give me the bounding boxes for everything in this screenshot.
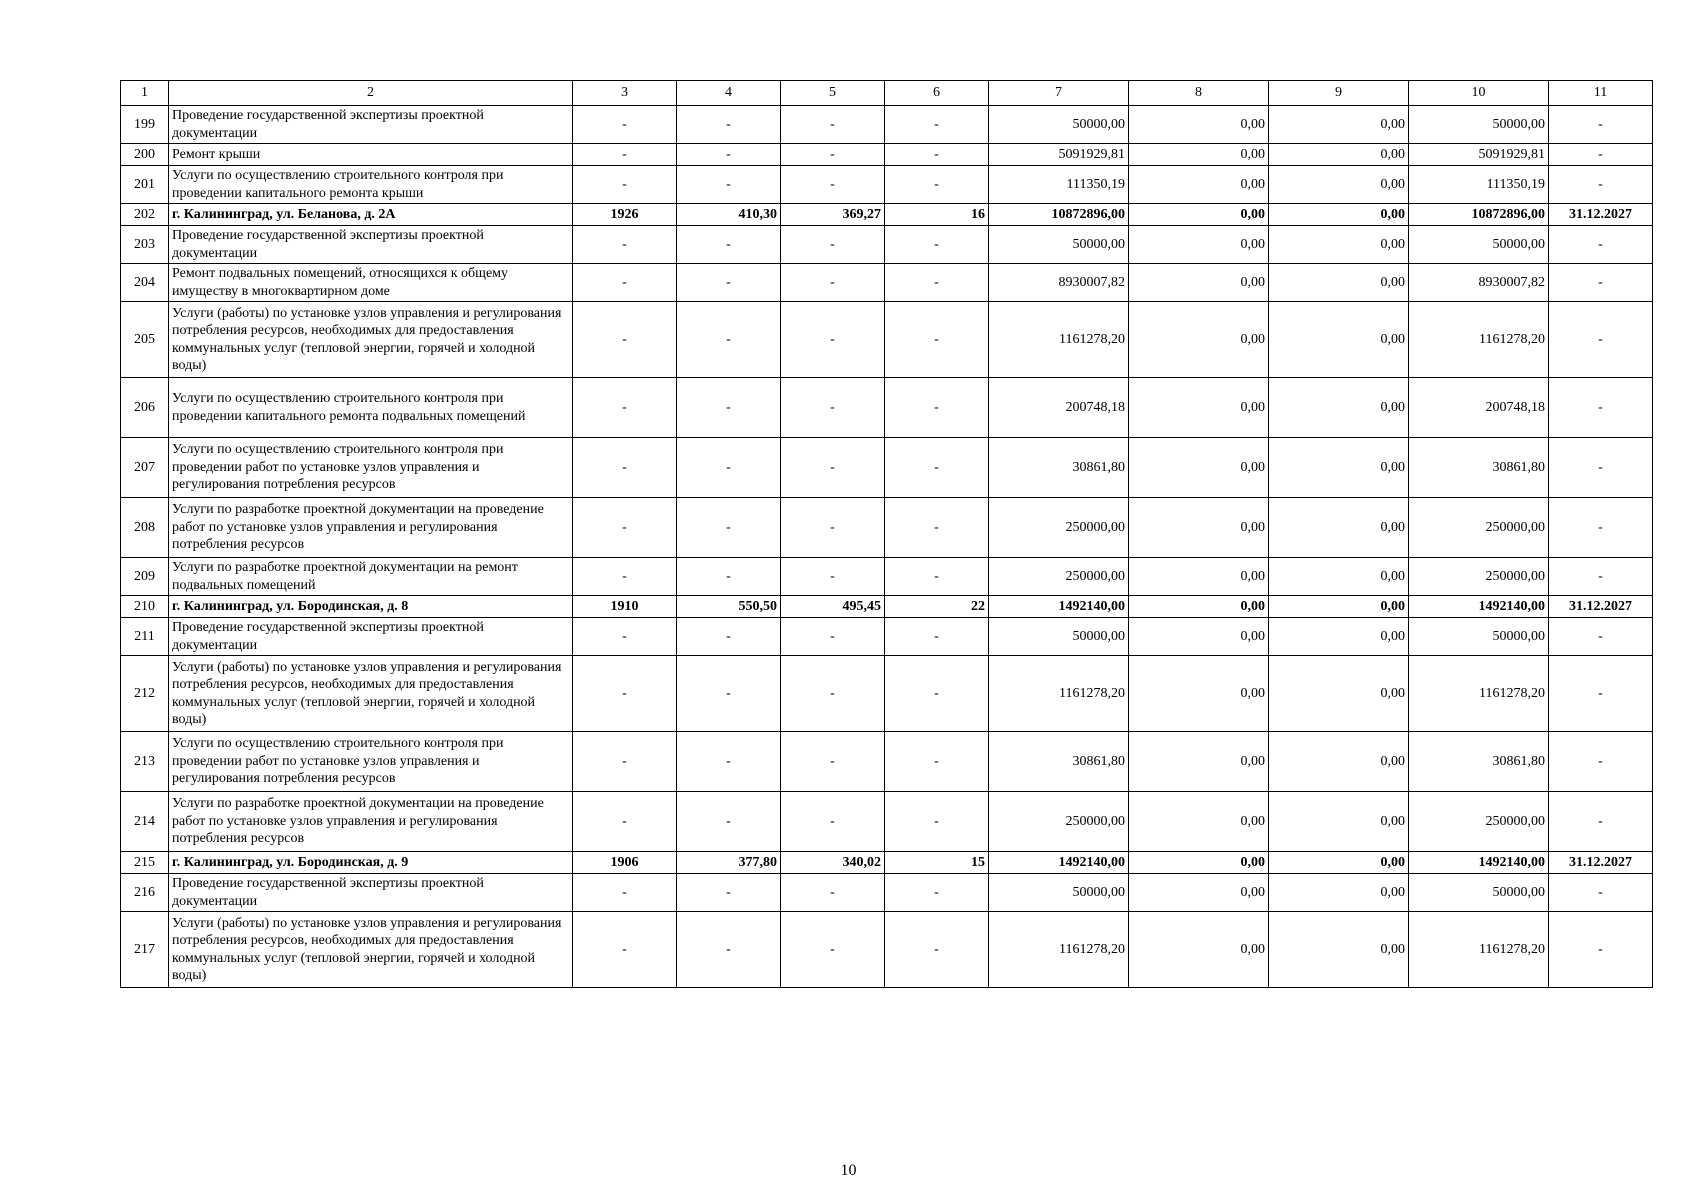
- column-number-row: [121, 81, 1653, 106]
- cell-col-3: -: [573, 656, 677, 732]
- cell-col-7: 50000,00: [989, 874, 1129, 912]
- cell-col-5: -: [781, 792, 885, 852]
- cell-col-7: 30861,80: [989, 438, 1129, 498]
- column-number: 7: [989, 81, 1129, 106]
- cell-col-11: -: [1549, 912, 1653, 988]
- row-number: 209: [121, 558, 169, 596]
- cell-col-4: -: [677, 732, 781, 792]
- cell-col-9: 0,00: [1269, 558, 1409, 596]
- cell-col-6: -: [885, 378, 989, 438]
- cell-col-11: 31.12.2027: [1549, 596, 1653, 618]
- cell-col-5: 495,45: [781, 596, 885, 618]
- cell-col-7: 1492140,00: [989, 852, 1129, 874]
- cell-col-4: -: [677, 144, 781, 166]
- cell-col-8: 0,00: [1129, 204, 1269, 226]
- cell-col-11: -: [1549, 618, 1653, 656]
- document-table-wrapper: [120, 80, 1653, 988]
- cell-col-11: -: [1549, 656, 1653, 732]
- work-name: Услуги по разработке проектной документации на проведение работ по установке узлов управления и регулирования потребления ресурсов: [169, 498, 573, 558]
- cell-col-3: 1906: [573, 852, 677, 874]
- cell-col-4: 410,30: [677, 204, 781, 226]
- work-name: Услуги по осуществлению строительного контроля при проведении работ по установке узлов управления и регулирования потребления ресурсов: [169, 438, 573, 498]
- column-number: 3: [573, 81, 677, 106]
- cell-col-5: -: [781, 264, 885, 302]
- row-number: 201: [121, 166, 169, 204]
- cell-col-4: 550,50: [677, 596, 781, 618]
- table-row: [121, 438, 1653, 498]
- cell-col-6: -: [885, 226, 989, 264]
- cell-col-3: -: [573, 166, 677, 204]
- row-number: 207: [121, 438, 169, 498]
- cell-col-7: 10872896,00: [989, 204, 1129, 226]
- cell-col-7: 30861,80: [989, 732, 1129, 792]
- cell-col-7: 250000,00: [989, 498, 1129, 558]
- cell-col-11: -: [1549, 166, 1653, 204]
- cell-col-6: -: [885, 912, 989, 988]
- cell-col-11: -: [1549, 302, 1653, 378]
- work-name: Услуги по осуществлению строительного контроля при проведении капитального ремонта подвальных помещений: [169, 378, 573, 438]
- table-row: [121, 732, 1653, 792]
- cell-col-5: -: [781, 656, 885, 732]
- cell-col-5: -: [781, 558, 885, 596]
- cell-col-8: 0,00: [1129, 596, 1269, 618]
- cell-col-9: 0,00: [1269, 912, 1409, 988]
- cell-col-4: -: [677, 874, 781, 912]
- row-number: 206: [121, 378, 169, 438]
- cell-col-4: -: [677, 498, 781, 558]
- cell-col-4: -: [677, 558, 781, 596]
- cell-col-7: 1492140,00: [989, 596, 1129, 618]
- cell-col-6: -: [885, 874, 989, 912]
- work-name: Проведение государственной экспертизы проектной документации: [169, 874, 573, 912]
- cell-col-5: -: [781, 302, 885, 378]
- cell-col-10: 250000,00: [1409, 558, 1549, 596]
- cell-col-3: -: [573, 264, 677, 302]
- row-number: 199: [121, 106, 169, 144]
- cell-col-7: 5091929,81: [989, 144, 1129, 166]
- cell-col-10: 50000,00: [1409, 874, 1549, 912]
- cell-col-8: 0,00: [1129, 618, 1269, 656]
- cell-col-7: 250000,00: [989, 558, 1129, 596]
- cell-col-11: -: [1549, 264, 1653, 302]
- cell-col-9: 0,00: [1269, 438, 1409, 498]
- cell-col-7: 111350,19: [989, 166, 1129, 204]
- cell-col-6: -: [885, 302, 989, 378]
- cell-col-5: -: [781, 618, 885, 656]
- cell-col-7: 8930007,82: [989, 264, 1129, 302]
- address-row: [121, 852, 1653, 874]
- cell-col-9: 0,00: [1269, 378, 1409, 438]
- work-name: Проведение государственной экспертизы проектной документации: [169, 106, 573, 144]
- cell-col-5: -: [781, 226, 885, 264]
- cell-col-3: -: [573, 438, 677, 498]
- cell-col-8: 0,00: [1129, 378, 1269, 438]
- work-name: Услуги по осуществлению строительного контроля при проведении капитального ремонта крыши: [169, 166, 573, 204]
- work-name: Ремонт подвальных помещений, относящихся к общему имуществу в многоквартирном доме: [169, 264, 573, 302]
- cell-col-5: -: [781, 378, 885, 438]
- cell-col-10: 200748,18: [1409, 378, 1549, 438]
- cell-col-9: 0,00: [1269, 732, 1409, 792]
- cell-col-8: 0,00: [1129, 106, 1269, 144]
- cell-col-3: 1910: [573, 596, 677, 618]
- work-name: Проведение государственной экспертизы проектной документации: [169, 618, 573, 656]
- column-number: 8: [1129, 81, 1269, 106]
- column-number: 6: [885, 81, 989, 106]
- cell-col-4: -: [677, 106, 781, 144]
- cell-col-11: -: [1549, 106, 1653, 144]
- cell-col-3: -: [573, 732, 677, 792]
- cell-col-5: -: [781, 732, 885, 792]
- cell-col-5: 369,27: [781, 204, 885, 226]
- cell-col-10: 1161278,20: [1409, 656, 1549, 732]
- cell-col-6: 15: [885, 852, 989, 874]
- cell-col-10: 50000,00: [1409, 618, 1549, 656]
- cell-col-11: -: [1549, 874, 1653, 912]
- table-row: [121, 912, 1653, 988]
- cell-col-9: 0,00: [1269, 144, 1409, 166]
- cell-col-5: -: [781, 438, 885, 498]
- cell-col-10: 250000,00: [1409, 498, 1549, 558]
- cell-col-8: 0,00: [1129, 558, 1269, 596]
- cell-col-3: -: [573, 558, 677, 596]
- cell-col-9: 0,00: [1269, 656, 1409, 732]
- table-row: [121, 166, 1653, 204]
- cell-col-3: -: [573, 106, 677, 144]
- cell-col-7: 50000,00: [989, 226, 1129, 264]
- cell-col-8: 0,00: [1129, 302, 1269, 378]
- table-row: [121, 498, 1653, 558]
- cell-col-8: 0,00: [1129, 264, 1269, 302]
- cell-col-8: 0,00: [1129, 732, 1269, 792]
- row-number: 211: [121, 618, 169, 656]
- cell-col-8: 0,00: [1129, 226, 1269, 264]
- cell-col-9: 0,00: [1269, 792, 1409, 852]
- column-number: 4: [677, 81, 781, 106]
- cell-col-9: 0,00: [1269, 226, 1409, 264]
- work-name: Услуги по разработке проектной документации на ремонт подвальных помещений: [169, 558, 573, 596]
- work-name: г. Калининград, ул. Беланова, д. 2А: [169, 204, 573, 226]
- cell-col-6: -: [885, 656, 989, 732]
- row-number: 200: [121, 144, 169, 166]
- cell-col-7: 1161278,20: [989, 912, 1129, 988]
- table-row: [121, 302, 1653, 378]
- cell-col-9: 0,00: [1269, 596, 1409, 618]
- cell-col-11: -: [1549, 792, 1653, 852]
- cell-col-10: 30861,80: [1409, 732, 1549, 792]
- cell-col-10: 30861,80: [1409, 438, 1549, 498]
- cell-col-8: 0,00: [1129, 498, 1269, 558]
- table-row: [121, 558, 1653, 596]
- cell-col-10: 250000,00: [1409, 792, 1549, 852]
- table-row: [121, 144, 1653, 166]
- cell-col-8: 0,00: [1129, 912, 1269, 988]
- cell-col-3: -: [573, 874, 677, 912]
- column-number: 1: [121, 81, 169, 106]
- cell-col-4: 377,80: [677, 852, 781, 874]
- cell-col-10: 1492140,00: [1409, 852, 1549, 874]
- work-name: Услуги по осуществлению строительного контроля при проведении работ по установке узлов управления и регулирования потребления ресурсов: [169, 732, 573, 792]
- cell-col-10: 1492140,00: [1409, 596, 1549, 618]
- cell-col-6: -: [885, 144, 989, 166]
- cell-col-8: 0,00: [1129, 792, 1269, 852]
- cell-col-5: -: [781, 874, 885, 912]
- cell-col-3: -: [573, 912, 677, 988]
- cell-col-5: -: [781, 144, 885, 166]
- table-row: [121, 264, 1653, 302]
- row-number: 210: [121, 596, 169, 618]
- work-name: Услуги (работы) по установке узлов управления и регулирования потребления ресурсов, необходимых для предоставления коммунальных услуг (тепловой энергии, горячей и холодной воды): [169, 912, 573, 988]
- cell-col-11: -: [1549, 558, 1653, 596]
- row-number: 213: [121, 732, 169, 792]
- cell-col-6: -: [885, 264, 989, 302]
- table-row: [121, 618, 1653, 656]
- cell-col-5: 340,02: [781, 852, 885, 874]
- cell-col-6: 22: [885, 596, 989, 618]
- cell-col-7: 250000,00: [989, 792, 1129, 852]
- cell-col-6: -: [885, 792, 989, 852]
- cell-col-3: 1926: [573, 204, 677, 226]
- cell-col-5: -: [781, 106, 885, 144]
- row-number: 217: [121, 912, 169, 988]
- cell-col-4: -: [677, 226, 781, 264]
- cell-col-6: -: [885, 558, 989, 596]
- address-row: [121, 204, 1653, 226]
- cell-col-11: -: [1549, 732, 1653, 792]
- cell-col-6: 16: [885, 204, 989, 226]
- cell-col-10: 5091929,81: [1409, 144, 1549, 166]
- cell-col-10: 8930007,82: [1409, 264, 1549, 302]
- cell-col-6: -: [885, 618, 989, 656]
- row-number: 208: [121, 498, 169, 558]
- table-row: [121, 874, 1653, 912]
- cell-col-7: 50000,00: [989, 618, 1129, 656]
- cell-col-4: -: [677, 378, 781, 438]
- row-number: 202: [121, 204, 169, 226]
- table-row: [121, 226, 1653, 264]
- column-number: 5: [781, 81, 885, 106]
- cell-col-5: -: [781, 166, 885, 204]
- cell-col-6: -: [885, 732, 989, 792]
- cell-col-11: -: [1549, 378, 1653, 438]
- cell-col-10: 50000,00: [1409, 106, 1549, 144]
- cell-col-3: -: [573, 618, 677, 656]
- table-row: [121, 656, 1653, 732]
- row-number: 212: [121, 656, 169, 732]
- work-name: г. Калининград, ул. Бородинская, д. 9: [169, 852, 573, 874]
- cell-col-10: 111350,19: [1409, 166, 1549, 204]
- cell-col-6: -: [885, 498, 989, 558]
- cell-col-11: -: [1549, 498, 1653, 558]
- cell-col-6: -: [885, 166, 989, 204]
- cell-col-10: 50000,00: [1409, 226, 1549, 264]
- cell-col-4: -: [677, 792, 781, 852]
- cell-col-4: -: [677, 618, 781, 656]
- cell-col-7: 1161278,20: [989, 656, 1129, 732]
- cell-col-4: -: [677, 438, 781, 498]
- cell-col-10: 1161278,20: [1409, 912, 1549, 988]
- row-number: 215: [121, 852, 169, 874]
- cell-col-4: -: [677, 912, 781, 988]
- cell-col-7: 200748,18: [989, 378, 1129, 438]
- work-name: Услуги (работы) по установке узлов управления и регулирования потребления ресурсов, необходимых для предоставления коммунальных услуг (тепловой энергии, горячей и холодной воды): [169, 302, 573, 378]
- cell-col-8: 0,00: [1129, 438, 1269, 498]
- capital-repair-table: [120, 80, 1653, 988]
- cell-col-9: 0,00: [1269, 166, 1409, 204]
- row-number: 216: [121, 874, 169, 912]
- cell-col-9: 0,00: [1269, 618, 1409, 656]
- cell-col-11: 31.12.2027: [1549, 204, 1653, 226]
- cell-col-4: -: [677, 166, 781, 204]
- cell-col-9: 0,00: [1269, 498, 1409, 558]
- cell-col-8: 0,00: [1129, 874, 1269, 912]
- cell-col-4: -: [677, 656, 781, 732]
- row-number: 204: [121, 264, 169, 302]
- cell-col-11: -: [1549, 438, 1653, 498]
- table-row: [121, 106, 1653, 144]
- table-body: [121, 81, 1653, 988]
- work-name: Услуги (работы) по установке узлов управления и регулирования потребления ресурсов, необходимых для предоставления коммунальных услуг (тепловой энергии, горячей и холодной воды): [169, 656, 573, 732]
- cell-col-4: -: [677, 264, 781, 302]
- cell-col-8: 0,00: [1129, 166, 1269, 204]
- cell-col-7: 50000,00: [989, 106, 1129, 144]
- cell-col-10: 10872896,00: [1409, 204, 1549, 226]
- cell-col-11: 31.12.2027: [1549, 852, 1653, 874]
- table-row: [121, 378, 1653, 438]
- work-name: г. Калининград, ул. Бородинская, д. 8: [169, 596, 573, 618]
- row-number: 203: [121, 226, 169, 264]
- work-name: Услуги по разработке проектной документации на проведение работ по установке узлов управления и регулирования потребления ресурсов: [169, 792, 573, 852]
- cell-col-7: 1161278,20: [989, 302, 1129, 378]
- cell-col-5: -: [781, 498, 885, 558]
- column-number: 11: [1549, 81, 1653, 106]
- work-name: Проведение государственной экспертизы проектной документации: [169, 226, 573, 264]
- cell-col-3: -: [573, 302, 677, 378]
- cell-col-9: 0,00: [1269, 106, 1409, 144]
- column-number: 10: [1409, 81, 1549, 106]
- cell-col-3: -: [573, 378, 677, 438]
- cell-col-11: -: [1549, 144, 1653, 166]
- cell-col-3: -: [573, 144, 677, 166]
- cell-col-6: -: [885, 106, 989, 144]
- cell-col-6: -: [885, 438, 989, 498]
- cell-col-9: 0,00: [1269, 302, 1409, 378]
- cell-col-8: 0,00: [1129, 656, 1269, 732]
- table-row: [121, 792, 1653, 852]
- cell-col-3: -: [573, 498, 677, 558]
- column-number: 9: [1269, 81, 1409, 106]
- cell-col-9: 0,00: [1269, 852, 1409, 874]
- cell-col-3: -: [573, 792, 677, 852]
- address-row: [121, 596, 1653, 618]
- cell-col-8: 0,00: [1129, 852, 1269, 874]
- cell-col-9: 0,00: [1269, 874, 1409, 912]
- row-number: 205: [121, 302, 169, 378]
- cell-col-5: -: [781, 912, 885, 988]
- work-name: Ремонт крыши: [169, 144, 573, 166]
- row-number: 214: [121, 792, 169, 852]
- page-number: 10: [840, 1162, 857, 1179]
- column-number: 2: [169, 81, 573, 106]
- cell-col-10: 1161278,20: [1409, 302, 1549, 378]
- cell-col-9: 0,00: [1269, 264, 1409, 302]
- cell-col-4: -: [677, 302, 781, 378]
- cell-col-9: 0,00: [1269, 204, 1409, 226]
- cell-col-8: 0,00: [1129, 144, 1269, 166]
- cell-col-11: -: [1549, 226, 1653, 264]
- cell-col-3: -: [573, 226, 677, 264]
